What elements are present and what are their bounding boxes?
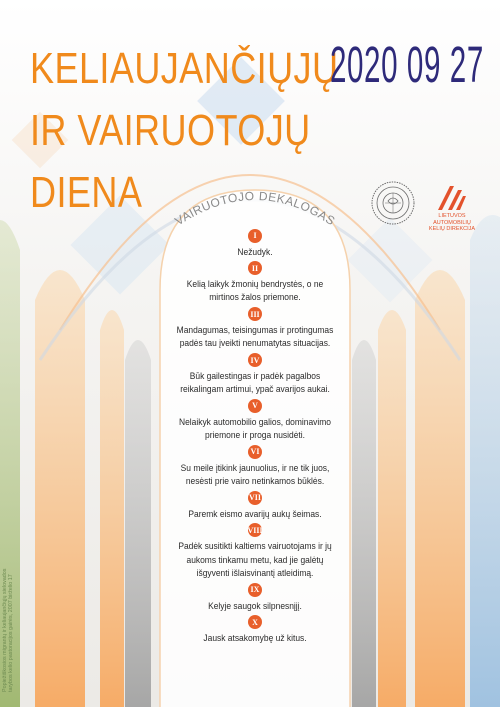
commandment-text: Mandagumas, teisingumas ir protingumas padės tau įveikti nenumatytas situacijas. — [176, 324, 334, 349]
numeral-badge: II — [248, 261, 262, 275]
commandment-text: Jausk atsakomybę už kitus. — [203, 632, 307, 644]
numeral-badge: IV — [248, 353, 262, 367]
lakd-logo-icon — [432, 182, 472, 212]
numeral-badge: VII — [248, 491, 262, 505]
commandment-item — [165, 225, 345, 258]
commandment-item — [165, 258, 345, 304]
numeral-badge: V — [248, 399, 262, 413]
commandment-text: Paremk eismo avarijų aukų šeimas. — [188, 507, 322, 519]
numeral-badge: VIII — [248, 523, 262, 537]
commandment-text: Padėk susitikti kaltiems vairuotojams ir jų aukoms tinkamu metu, kad jie galėtų išgyventi išlaisvinantį atleidimą. — [178, 540, 332, 578]
lakd-line-3: KELIŲ DIREKCIJA — [428, 226, 476, 233]
numeral-badge: III — [248, 307, 262, 321]
commandment-item — [165, 395, 345, 441]
commandment-item — [165, 350, 345, 396]
commandment-item — [165, 304, 345, 350]
commandment-item — [165, 487, 345, 520]
commandment-text: Su meile įtikink jaunuolius, ir ne tik juos, nesėsti prie vairo netinkamos būklės. — [180, 461, 330, 487]
footnote: Popiežiškosios migrantų ir keliaujančiųjų sielovados tarybos kelio pastoracijos gairės, 2007 birželio 17 — [2, 568, 15, 692]
title-line-1: KELIAUJANČIŲJŲ — [30, 44, 339, 93]
commandment-text: Nelaikyk automobilio galios, dominavimo priemone ir proga nusidėti. — [179, 415, 331, 441]
commandment-item — [165, 579, 345, 612]
page-title — [30, 38, 338, 224]
title-line-2: IR VAIRUOTOJŲ — [30, 106, 311, 155]
numeral-badge: IX — [248, 583, 262, 597]
commandment-text: Būk gailestingas ir padėk pagalbos reikalingam artimui, ypač avarijos aukai. — [180, 370, 330, 395]
commandment-list — [165, 225, 345, 644]
numeral-badge: I — [248, 229, 262, 243]
commandment-text: Nežudyk. — [237, 245, 273, 257]
commandment-item — [165, 441, 345, 487]
lakd-label — [417, 213, 487, 233]
commandment-text: Kelyje saugok silpnesnįjį. — [208, 599, 302, 611]
commandment-text: Kelią laikyk žmonių bendrystės, o ne mirtinos žalos priemone. — [186, 278, 324, 303]
lakd-line-1: LIETUVOS — [438, 213, 466, 219]
numeral-badge: X — [248, 615, 262, 629]
commandment-item — [165, 520, 345, 579]
commandment-item — [165, 612, 345, 645]
numeral-badge: VI — [248, 445, 262, 459]
seal-logo-icon — [370, 180, 416, 226]
event-date: 2020 09 27 — [330, 36, 484, 93]
title-line-3: DIENA — [30, 168, 143, 217]
arch-heading-text: VAIRUOTOJO DEKALOGAS — [172, 188, 338, 229]
lakd-line-2: AUTOMOBILIŲ — [433, 219, 471, 226]
